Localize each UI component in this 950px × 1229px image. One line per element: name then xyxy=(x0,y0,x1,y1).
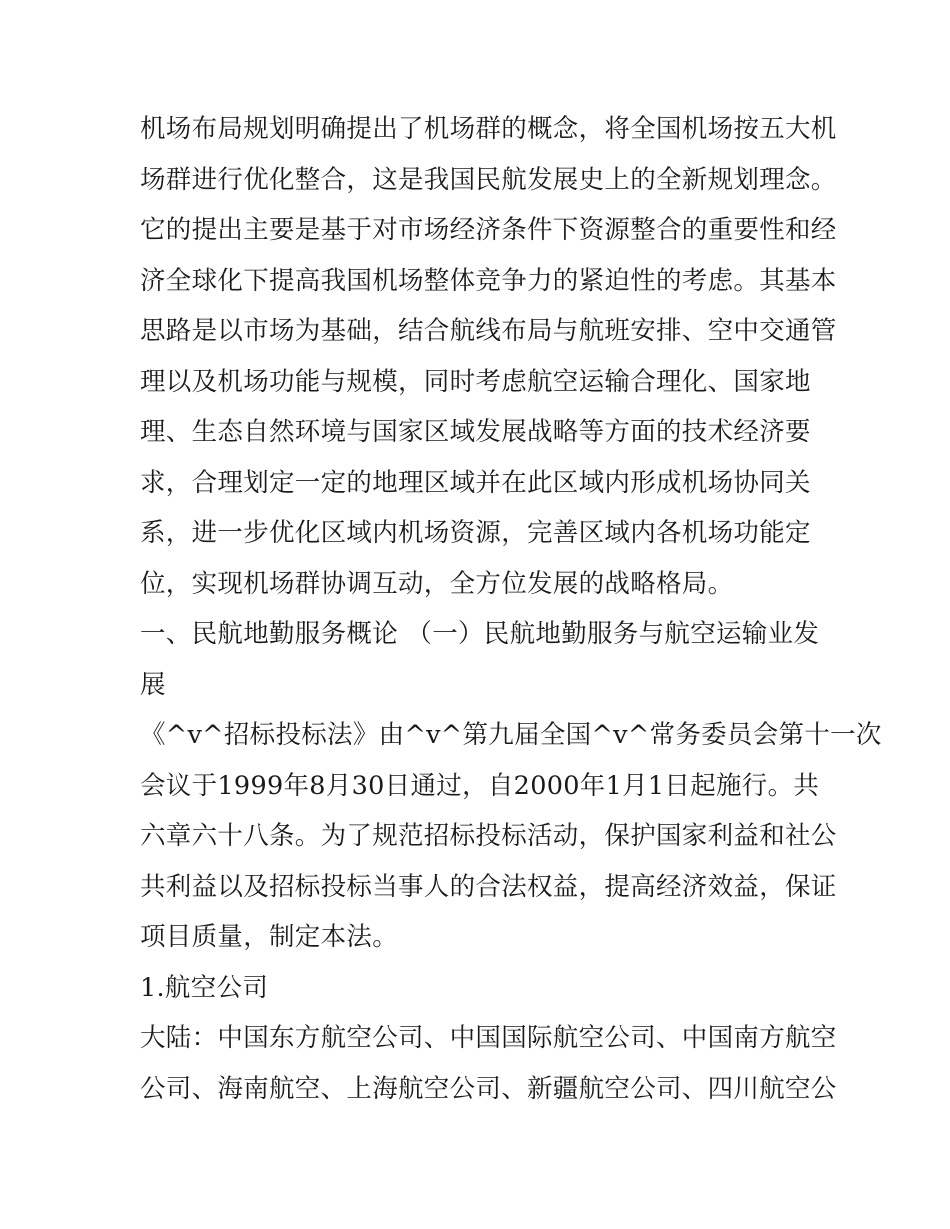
text-line: 系，进一步优化区域内机场资源，完善区域内各机场功能定 xyxy=(140,518,811,548)
section-heading: 一、民航地勤服务概论 （一）民航地勤服务与航空运输业发 xyxy=(140,619,820,649)
text-line: 求，合理划定一定的地理区域并在此区域内形成机场协同关 xyxy=(140,467,811,498)
text-line: 理以及机场功能与规模，同时考虑航空运输合理化、国家地 xyxy=(140,366,811,397)
text-line: 六章六十八条。为了规范招标投标活动，保护国家利益和社公 xyxy=(140,821,837,851)
text-line: 公司、海南航空、上海航空公司、新疆航空公司、四川航空公 xyxy=(140,1073,837,1104)
section-heading-continued: 展 xyxy=(140,669,166,700)
text-line: 项目质量，制定本法。 xyxy=(140,922,399,952)
text-line: 会议于1999年8月30日通过，自2000年1月1日起施行。共 xyxy=(140,770,820,801)
document-body xyxy=(140,104,882,1114)
text-line: 位，实现机场群协调互动，全方位发展的战略格局。 xyxy=(140,568,734,599)
list-heading: 1.航空公司 xyxy=(140,972,269,1003)
text-line: 思路是以市场为基础，结合航线布局与航班安排、空中交通管 xyxy=(140,316,837,346)
text-line: 《^v^招标投标法》由^v^第九届全国^v^常务委员会第十一次 xyxy=(140,720,882,750)
text-line: 机场布局规划明确提出了机场群的概念，将全国机场按五大机 xyxy=(140,114,837,144)
text-line: 场群进行优化整合，这是我国民航发展史上的全新规划理念。 xyxy=(140,164,837,195)
text-line: 它的提出主要是基于对市场经济条件下资源整合的重要性和经 xyxy=(140,215,837,245)
text-line: 大陆：中国东方航空公司、中国国际航空公司、中国南方航空 xyxy=(140,1023,837,1053)
text-line: 济全球化下提高我国机场整体竞争力的紧迫性的考虑。其基本 xyxy=(140,265,837,296)
text-line: 共利益以及招标投标当事人的合法权益，提高经济效益，保证 xyxy=(140,871,837,902)
text-line: 理、生态自然环境与国家区域发展战略等方面的技术经济要 xyxy=(140,417,811,447)
